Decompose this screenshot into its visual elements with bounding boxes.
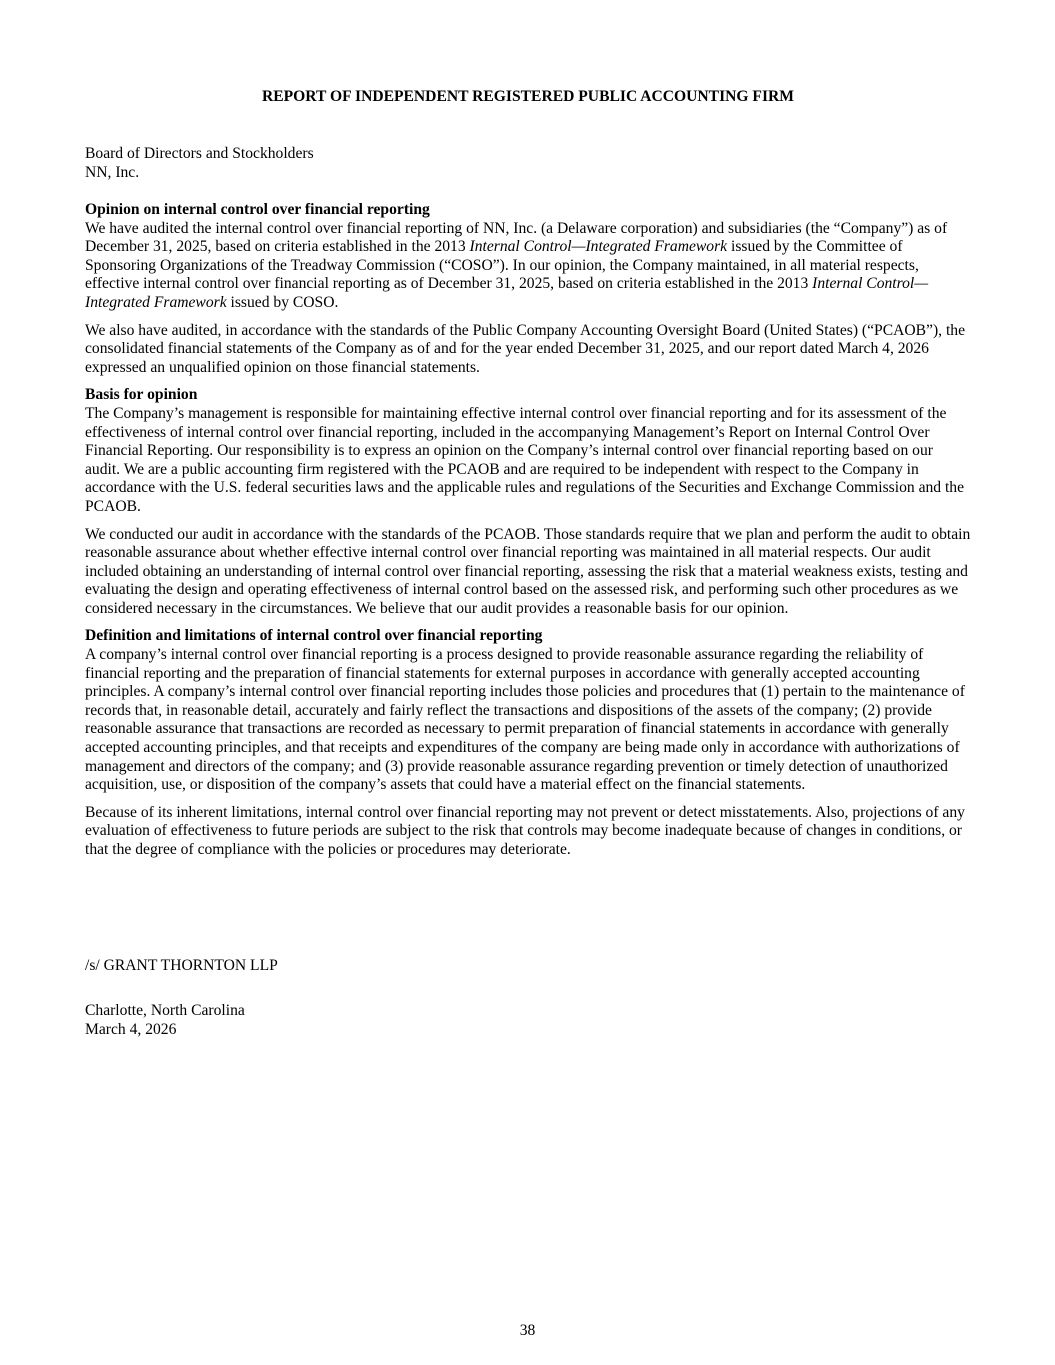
basis-paragraph-2: We conducted our audit in accordance with the standards of the PCAOB. Those standards require that we plan and perform the audit to obtain reasonable assurance about whether effective internal control over financial reporting was maintained in all material respects. Our audit included obtaining an understanding of internal control over financial reporting, assessing the risk that a material weakness exists, testing and evaluating the design and operating effectiveness of internal control based on the assessed risk, and performing such other procedures as we considered necessary in the circumstances. We believe that our audit provides a reasonable basis for our opinion.	[85, 525, 971, 617]
framework-name-italic: Internal Control—Integrated Framework	[85, 275, 929, 311]
addressee-line-board: Board of Directors and Stockholders	[85, 145, 314, 162]
firm-signature: /s/ GRANT THORNTON LLP	[85, 957, 278, 974]
section-heading-basis: Basis for opinion	[85, 386, 198, 404]
section-heading-opinion: Opinion on internal control over financial reporting	[85, 201, 430, 218]
section-heading-definition: Definition and limitations of internal control over financial reporting	[85, 627, 543, 645]
report-title: REPORT OF INDEPENDENT REGISTERED PUBLIC ACCOUNTING FIRM	[261, 88, 795, 105]
opinion-text-part: issued by COSO.	[226, 293, 339, 311]
page-number: 38	[519, 1322, 536, 1339]
opinion-text-part: We have audited the internal control over financial reporting of NN, Inc. (a Delaware corporation) and subsidiaries (the “Company”) as of December 31, 2025, based on criteria established in the 2013	[85, 219, 948, 256]
opinion-text-part: issued by the Committee of Sponsoring Organizations of the Treadway Commission (“COSO”). In our opinion, the Company maintained, in all material respects, effective internal control over financial reporting as of December 31, 2025, based on criteria established in the 2013	[85, 238, 919, 293]
opinion-paragraph-1	[85, 220, 971, 313]
definition-paragraph-2: Because of its inherent limitations, internal control over financial reporting may not prevent or detect misstatements. Also, projections of any evaluation of effectiveness to future periods are subject to the risk that controls may become inadequate because of changes in conditions, or that the degree of compliance with the policies or procedures may deteriorate.	[85, 803, 965, 858]
definition-paragraph-1: A company’s internal control over financial reporting is a process designed to provide reasonable assurance regarding the reliability of financial reporting and the preparation of financial statements for external purposes in accordance with generally accepted accounting principles. A company’s internal control over financial reporting includes those policies and procedures that (1) pertain to the maintenance of records that, in reasonable detail, accurately and fairly reflect the transactions and dispositions of the assets of the company; (2) provide reasonable assurance that transactions are recorded as necessary to permit preparation of financial statements in accordance with generally accepted accounting principles, and that receipts and expenditures of the company are being made only in accordance with authorizations of management and directors of the company; and (3) provide reasonable assurance regarding prevention or timely detection of unauthorized acquisition, use, or disposition of the company’s assets that could have a material effect on the financial statements.	[85, 646, 965, 794]
opinion-paragraph-2: We also have audited, in accordance with the standards of the Public Company Accounting Oversight Board (United States) (“PCAOB”), the consolidated financial statements of the Company as of and for the year ended December 31, 2025, and our report dated March 4, 2026 expressed an unqualified opinion on those financial statements.	[85, 321, 966, 376]
addressee-line-company: NN, Inc.	[85, 163, 140, 181]
report-body	[85, 201, 971, 860]
signature-location-block	[85, 1002, 245, 1039]
framework-name-italic: Internal Control—Integrated Framework	[469, 238, 728, 256]
basis-paragraph-1: The Company’s management is responsible for maintaining effective internal control over financial reporting and for its assessment of the effectiveness of internal control over financial reporting, included in the accompanying Management’s Report on Internal Control Over Financial Reporting. Our responsibility is to express an opinion on the Company’s internal control over financial reporting based on our audit. We are a public accounting firm registered with the PCAOB and are required to be independent with respect to the Company in accordance with the U.S. federal securities laws and the applicable rules and regulations of the Securities and Exchange Commission and the PCAOB.	[85, 404, 965, 515]
signing-location: Charlotte, North Carolina	[85, 1002, 245, 1019]
addressee-block	[85, 145, 314, 182]
signing-date: March 4, 2026	[85, 1020, 177, 1038]
